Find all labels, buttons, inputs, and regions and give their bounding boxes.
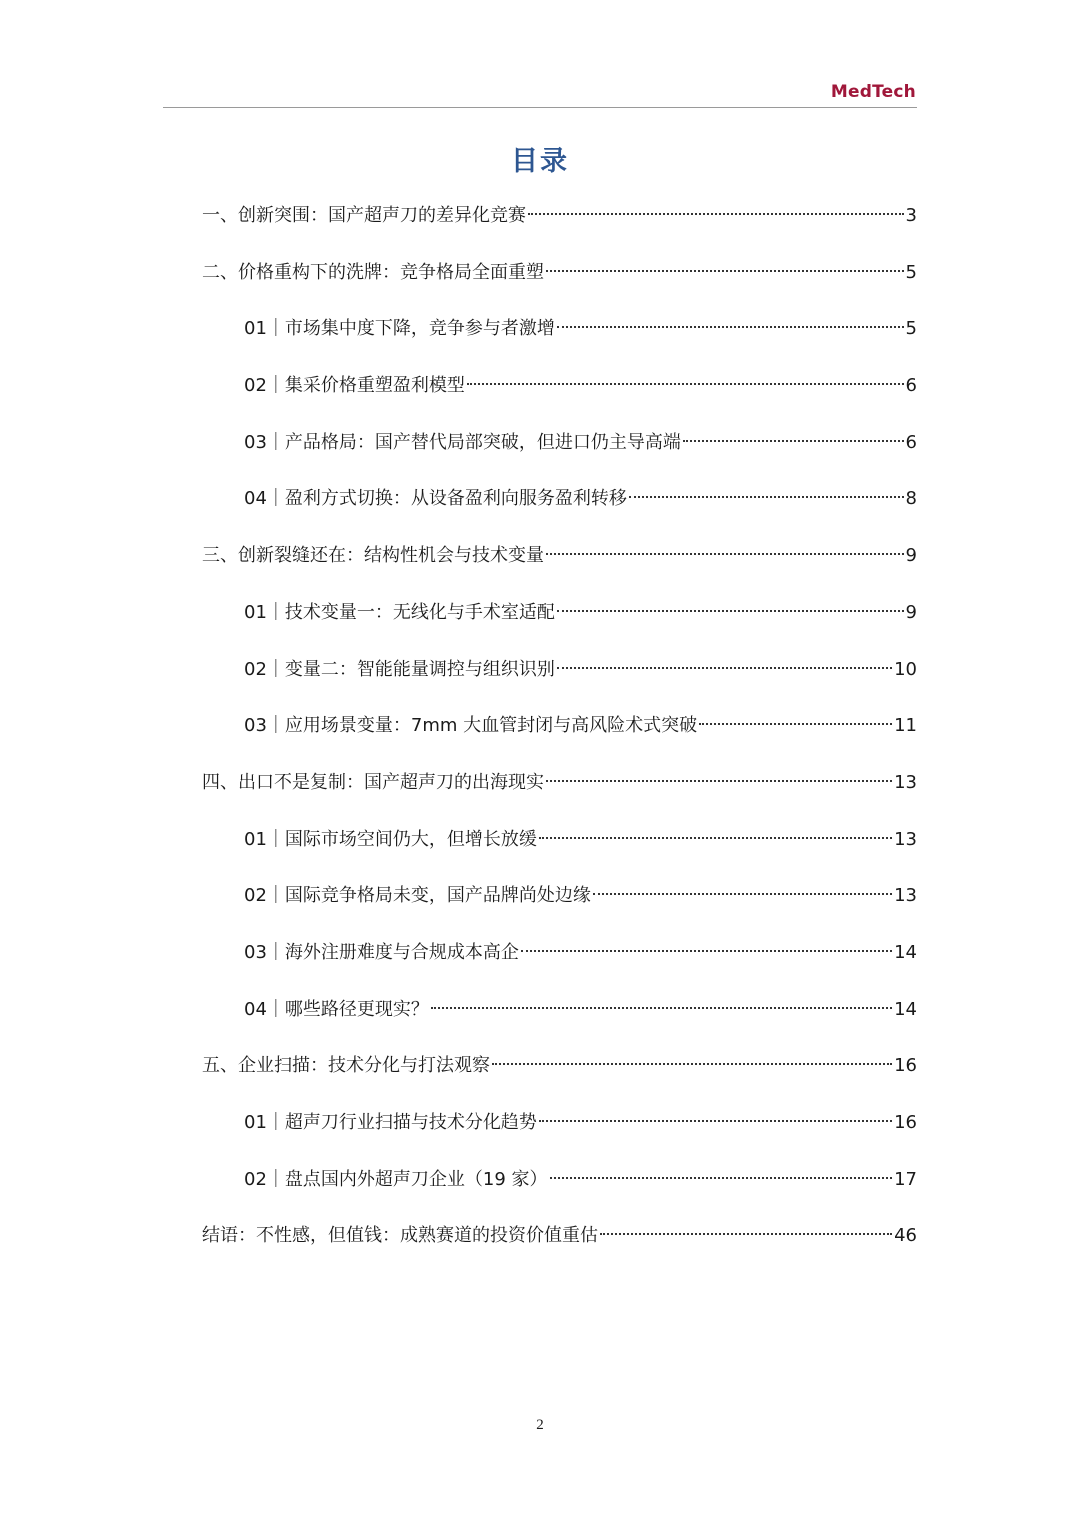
toc-entry-page: 13 xyxy=(894,885,917,907)
toc-entry-page: 13 xyxy=(894,828,917,850)
toc-entry-page: 6 xyxy=(905,375,917,397)
toc-subsection-entry[interactable] xyxy=(202,822,917,879)
toc-entry-page: 5 xyxy=(905,261,917,283)
toc-dot-leader xyxy=(557,326,904,328)
page-number: 2 xyxy=(536,1417,544,1433)
toc-section-entry[interactable] xyxy=(202,198,917,255)
toc-entry-title: 02｜变量二：智能能量调控与组织识别 xyxy=(244,658,555,680)
toc-entry-page: 16 xyxy=(894,1055,917,1077)
toc-dot-leader xyxy=(600,1233,892,1235)
header-divider xyxy=(163,107,917,108)
toc-entry-title: 五、企业扫描：技术分化与打法观察 xyxy=(202,1055,490,1077)
toc-subsection-entry[interactable] xyxy=(202,1105,917,1162)
toc-entry-page: 46 xyxy=(894,1225,917,1247)
toc-entry-title: 一、创新突围：国产超声刀的差异化竞赛 xyxy=(202,205,526,226)
toc-dot-leader xyxy=(557,610,904,612)
toc-dot-leader xyxy=(539,837,892,839)
toc-subsection-entry[interactable] xyxy=(202,935,917,992)
brand-label: MedTech xyxy=(830,82,916,102)
toc-entry-title: 03｜产品格局：国产替代局部突破，但进口仍主导高端 xyxy=(244,431,681,453)
toc-dot-leader xyxy=(546,780,892,782)
toc-entry-page: 8 xyxy=(905,488,917,510)
toc-dot-leader xyxy=(528,213,904,215)
toc-entry-page: 11 xyxy=(894,715,917,737)
table-of-contents xyxy=(202,198,917,1275)
toc-entry-page: 9 xyxy=(905,545,917,567)
toc-subsection-entry[interactable] xyxy=(202,708,917,765)
toc-dot-leader xyxy=(593,893,892,895)
toc-subsection-entry[interactable] xyxy=(202,1162,917,1219)
toc-dot-leader xyxy=(683,440,904,442)
toc-entry-page: 16 xyxy=(894,1112,917,1133)
toc-dot-leader xyxy=(550,1177,893,1179)
toc-entry-page: 9 xyxy=(905,601,917,623)
toc-entry-title: 四、出口不是复制：国产超声刀的出海现实 xyxy=(202,771,544,793)
toc-dot-leader xyxy=(467,383,904,385)
toc-subsection-entry[interactable] xyxy=(202,878,917,935)
toc-section-entry[interactable] xyxy=(202,255,917,312)
toc-dot-leader xyxy=(546,270,904,272)
toc-entry-title: 三、创新裂缝还在：结构性机会与技术变量 xyxy=(202,545,544,567)
toc-entry-title: 02｜盘点国内外超声刀企业（19 家） xyxy=(244,1168,548,1190)
toc-dot-leader xyxy=(557,667,892,669)
toc-subsection-entry[interactable] xyxy=(202,368,917,425)
toc-section-entry[interactable] xyxy=(202,1218,917,1275)
toc-title: 目录 xyxy=(511,146,569,177)
toc-entry-title: 03｜应用场景变量：7mm 大血管封闭与高风险术式突破 xyxy=(244,715,698,737)
toc-entry-title: 02｜集采价格重塑盈利模型 xyxy=(244,375,465,397)
toc-entry-page: 10 xyxy=(894,658,917,680)
toc-dot-leader xyxy=(699,723,892,725)
toc-entry-title: 二、价格重构下的洗牌：竞争格局全面重塑 xyxy=(202,261,544,283)
toc-entry-page: 14 xyxy=(894,941,917,963)
toc-entry-title: 01｜超声刀行业扫描与技术分化趋势 xyxy=(244,1112,537,1133)
toc-dot-leader xyxy=(629,496,904,498)
toc-entry-title: 01｜国际市场空间仍大，但增长放缓 xyxy=(244,828,537,850)
toc-subsection-entry[interactable] xyxy=(202,425,917,482)
toc-dot-leader xyxy=(521,950,892,952)
toc-entry-title: 结语：不性感，但值钱：成熟赛道的投资价值重估 xyxy=(202,1225,598,1247)
toc-entry-title: 03｜海外注册难度与合规成本高企 xyxy=(244,941,519,963)
toc-subsection-entry[interactable] xyxy=(202,311,917,368)
toc-entry-page: 13 xyxy=(894,771,917,793)
toc-section-entry[interactable] xyxy=(202,765,917,822)
toc-subsection-entry[interactable] xyxy=(202,992,917,1049)
toc-dot-leader xyxy=(492,1063,892,1065)
toc-subsection-entry[interactable] xyxy=(202,652,917,709)
toc-subsection-entry[interactable] xyxy=(202,481,917,538)
toc-entry-title: 01｜技术变量一：无线化与手术室适配 xyxy=(244,601,555,623)
toc-dot-leader xyxy=(431,1007,892,1009)
toc-section-entry[interactable] xyxy=(202,1048,917,1105)
toc-entry-page: 14 xyxy=(894,998,917,1020)
toc-entry-title: 01｜市场集中度下降，竞争参与者激增 xyxy=(244,318,555,340)
toc-entry-title: 02｜国际竞争格局未变，国产品牌尚处边缘 xyxy=(244,885,591,907)
toc-subsection-entry[interactable] xyxy=(202,595,917,652)
toc-entry-title: 04｜盈利方式切换：从设备盈利向服务盈利转移 xyxy=(244,488,627,510)
toc-entry-page: 6 xyxy=(905,431,917,453)
toc-entry-page: 17 xyxy=(894,1168,917,1190)
toc-entry-page: 3 xyxy=(905,205,917,226)
toc-dot-leader xyxy=(539,1120,892,1122)
toc-section-entry[interactable] xyxy=(202,538,917,595)
toc-dot-leader xyxy=(546,553,904,555)
toc-entry-page: 5 xyxy=(905,318,917,340)
toc-entry-title: 04｜哪些路径更现实？ xyxy=(244,998,429,1020)
